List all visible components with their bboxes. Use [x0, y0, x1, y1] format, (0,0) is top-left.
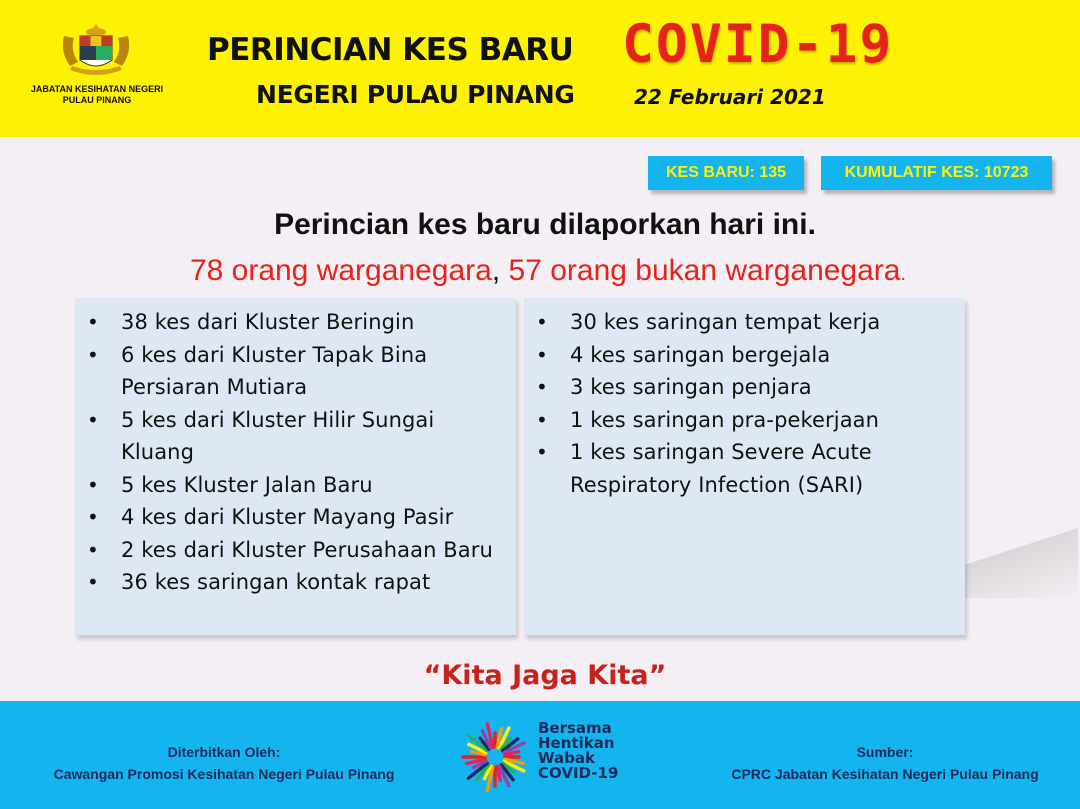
bullet-icon: •: [87, 505, 99, 529]
non-citizen-count: 57 orang bukan warganegara: [508, 254, 901, 287]
campaign-line-3: Wabak: [538, 749, 595, 767]
source-name: CPRC Jabatan Kesihatan Negeri Pulau Pinang: [731, 766, 1039, 782]
coat-of-arms-icon: [56, 22, 136, 80]
list-item: • 4 kes dari Kluster Mayang Pasir: [87, 501, 506, 534]
page-title: PERINCIAN KES BARU: [207, 32, 574, 68]
list-item: • 1 kes saringan pra-pekerjaan: [536, 404, 955, 437]
bullet-icon: •: [87, 537, 99, 562]
report-date: 22 Februari 2021: [634, 85, 826, 109]
campaign-logo-text: [538, 721, 618, 781]
bullet-icon: •: [87, 342, 99, 367]
department-name: [14, 84, 180, 106]
cluster-panel: [75, 298, 516, 635]
source-label: Sumber:: [856, 744, 914, 760]
cluster-list: [87, 306, 506, 599]
bullet-icon: •: [536, 310, 548, 334]
department-line-2: PULAU PINANG: [62, 95, 132, 105]
bullet-icon: •: [536, 407, 548, 432]
list-item: • 2 kes dari Kluster Perusahaan Baru: [87, 534, 506, 567]
bullet-icon: •: [87, 310, 99, 334]
cumulative-cases-badge: KUMULATIF KES: 10723: [821, 156, 1052, 190]
list-item: • 4 kes saringan bergejala: [536, 339, 955, 372]
publisher-label: Diterbitkan Oleh:: [167, 744, 281, 760]
footer-banner: [0, 701, 1080, 809]
list-item: • 1 kes saringan Severe Acute Respiratory Infection (SARI): [536, 436, 955, 501]
state-name: NEGERI PULAU PINANG: [256, 80, 575, 109]
campaign-line-4: COVID-19: [538, 764, 619, 782]
bullet-icon: •: [536, 440, 548, 464]
list-item: • 6 kes dari Kluster Tapak Bina Persiaran Mutiara: [87, 339, 506, 404]
publisher-block: [0, 741, 448, 785]
motto: “Kita Jaga Kita”: [423, 660, 667, 691]
list-item: • 5 kes dari Kluster Hilir Sungai Kluang: [87, 404, 506, 469]
list-item: • 3 kes saringan penjara: [536, 371, 955, 404]
separator-text: ,: [491, 254, 501, 287]
new-cases-badge: KES BARU: 135: [648, 156, 804, 190]
list-item: • 36 kes saringan kontak rapat: [87, 566, 506, 599]
header-banner: [0, 0, 1080, 137]
summary-breakdown: [0, 254, 1080, 288]
summary-heading: Perincian kes baru dilaporkan hari ini.: [274, 208, 816, 241]
end-mark: .: [900, 263, 907, 285]
campaign-line-2: Hentikan: [538, 734, 615, 752]
bullet-icon: •: [87, 407, 99, 432]
citizen-count: 78 orang warganegara: [189, 254, 492, 287]
campaign-line-1: Bersama: [538, 719, 612, 737]
bullet-icon: •: [536, 375, 548, 399]
list-item: • 30 kes saringan tempat kerja: [536, 306, 955, 339]
bullet-icon: •: [536, 342, 548, 367]
bullet-icon: •: [87, 472, 99, 497]
bullet-icon: •: [87, 570, 99, 594]
screening-panel: [524, 298, 965, 635]
screening-list: [536, 306, 955, 501]
publisher-name: Cawangan Promosi Kesihatan Negeri Pulau Pinang: [53, 766, 395, 782]
list-item: • 38 kes dari Kluster Beringin: [87, 306, 506, 339]
source-block: [690, 741, 1080, 785]
virus-burst-icon: [455, 717, 535, 797]
department-line-1: JABATAN KESIHATAN NEGERI: [30, 84, 164, 94]
list-item: • 5 kes Kluster Jalan Baru: [87, 469, 506, 502]
covid-title: COVID-19: [622, 14, 894, 75]
